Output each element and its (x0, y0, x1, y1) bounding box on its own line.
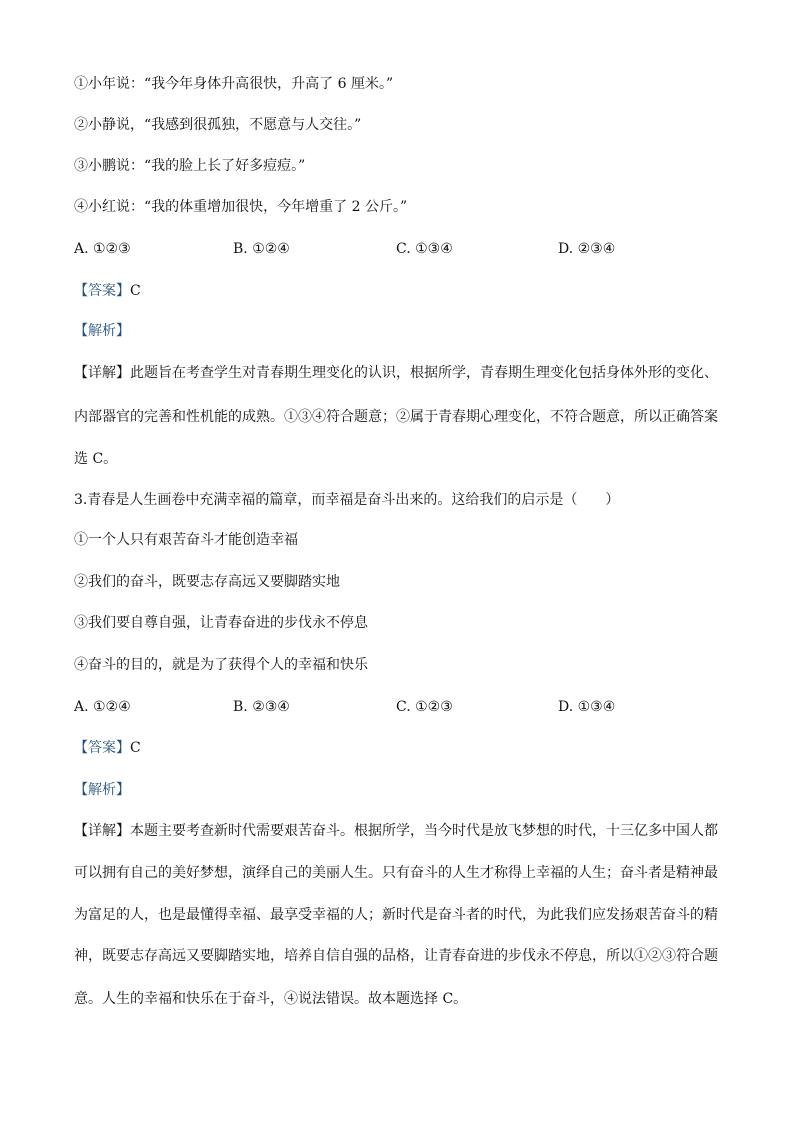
q2-statement-2: ②小静说，“我感到很孤独，不愿意与人交往。” (74, 117, 362, 133)
q3-statement-2: ②我们的奋斗，既要志存高远又要脚踏实地 (74, 574, 340, 590)
q3-statement-1: ①一个人只有艰苦奋斗才能创造幸福 (74, 532, 298, 548)
q2-answer (74, 280, 141, 302)
q2-option-b: B. ①②④ (233, 241, 290, 257)
q2-option-a: A. ①②③ (74, 241, 131, 257)
q2-statement-1: ①小年说：“我今年身体升高很快，升高了 6 厘米。” (74, 76, 394, 92)
q3-statement-4: ④奋斗的目的，就是为了获得个人的幸福和快乐 (74, 657, 368, 673)
q2-option-c: C. ①③④ (396, 241, 453, 257)
q3-detail-line-5: 意。人生的幸福和快乐在于奋斗，④说法错误。故本题选择 C。 (74, 991, 468, 1007)
q3-answer (74, 737, 141, 759)
q3-detail-line-4: 神，既要志存高远又要脚踏实地，培养自信自强的品格，让青春奋进的步伐永不停息，所以①②③符合题 (74, 948, 718, 964)
q2-option-d: D. ②③④ (558, 241, 616, 257)
q3-question: 3.青春是人生画卷中充满幸福的篇章，而幸福是奋斗出来的。这给我们的启示是（ ） (74, 492, 620, 508)
q3-option-c: C. ①②③ (396, 699, 453, 715)
answer-tag: 【答案】 (74, 740, 130, 756)
q3-option-b: B. ②③④ (233, 699, 290, 715)
answer-value: C (130, 740, 141, 756)
q2-detail-line-1: 【详解】此题旨在考查学生对青春期生理变化的认识，根据所学，青春期生理变化包括身体外形的变化、 (74, 365, 718, 381)
q2-statement-4: ④小红说：“我的体重增加很快，今年增重了 2 公斤。” (74, 199, 408, 215)
q2-detail-line-3: 选 C。 (74, 451, 118, 467)
q2-analysis-tag: 【解析】 (74, 323, 130, 339)
q2-statement-3: ③小鹏说：“我的脸上长了好多痘痘。” (74, 158, 306, 174)
q3-detail-line-2: 可以拥有自己的美好梦想，演绎自己的美丽人生。只有奋斗的人生才称得上幸福的人生；奋斗者是精神最 (74, 865, 718, 881)
answer-value: C (130, 283, 141, 299)
q3-analysis-tag: 【解析】 (74, 782, 130, 798)
q3-statement-3: ③我们要自尊自强，让青春奋进的步伐永不停息 (74, 615, 368, 631)
q3-option-a: A. ①②④ (74, 699, 131, 715)
q2-detail-line-2: 内部器官的完善和性机能的成熟。①③④符合题意；②属于青春期心理变化，不符合题意，所以正确答案 (74, 409, 718, 425)
q3-detail-line-1: 【详解】本题主要考查新时代需要艰苦奋斗。根据所学，当今时代是放飞梦想的时代，十三亿多中国人都 (74, 823, 718, 839)
q3-option-d: D. ①③④ (558, 699, 616, 715)
answer-tag: 【答案】 (74, 283, 130, 299)
q3-detail-line-3: 为富足的人，也是最懂得幸福、最享受幸福的人；新时代是奋斗者的时代，为此我们应发扬艰苦奋斗的精 (74, 907, 718, 923)
